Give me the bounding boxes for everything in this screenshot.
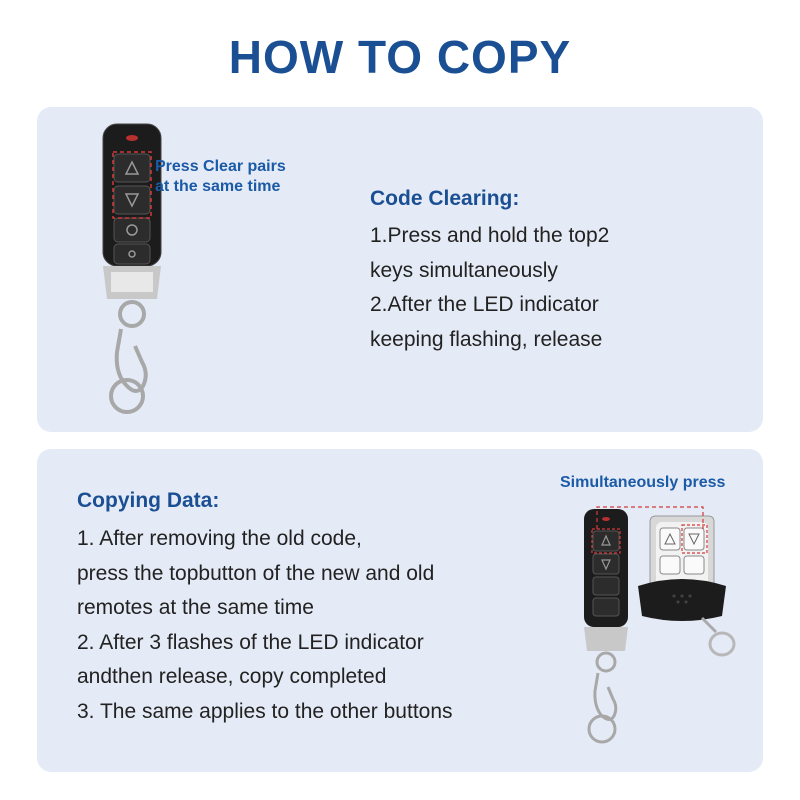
- lock-button-icon: [114, 218, 150, 242]
- metal-remote-control-icon: [642, 514, 762, 674]
- step-line: 2. After 3 flashes of the LED indicator: [77, 630, 424, 654]
- step-line: 2.After the LED indicator: [370, 293, 599, 316]
- down-arrow-button-icon: [114, 186, 150, 214]
- step-line: andthen release, copy completed: [77, 665, 387, 688]
- copying-data-heading: Copying Data:: [77, 489, 220, 512]
- keyring-icon: [111, 302, 146, 412]
- step-line: press the topbutton of the new and old: [77, 561, 435, 585]
- callout-line: at the same time: [155, 178, 281, 195]
- unlock-button-icon: [114, 244, 150, 264]
- step-line: keys simultaneously: [370, 258, 558, 282]
- step-line: 3. The same applies to the other buttons: [77, 699, 453, 723]
- remote-control-icon: [582, 509, 632, 759]
- callout-line: Press Clear pairs: [155, 158, 286, 175]
- step-line: 1. After removing the old code,: [77, 527, 362, 550]
- code-clearing-panel: [37, 107, 763, 432]
- step-line: keeping flashing, release: [370, 327, 603, 351]
- callout-connector: [597, 501, 737, 531]
- simultaneously-press-callout: Simultaneously press: [560, 474, 726, 491]
- up-arrow-button-icon: [114, 154, 150, 182]
- copying-data-panel: [37, 449, 763, 772]
- step-line: remotes at the same time: [77, 596, 314, 619]
- clear-pairs-callout: [155, 157, 286, 197]
- code-clearing-heading: Code Clearing:: [370, 187, 520, 210]
- keyring-icon: [589, 653, 616, 742]
- keyring-icon: [710, 633, 734, 655]
- page-title: HOW TO COPY: [228, 31, 572, 83]
- code-clearing-steps: [370, 219, 609, 357]
- copying-data-steps: [77, 522, 453, 729]
- step-line: 1.Press and hold the top2: [370, 224, 610, 247]
